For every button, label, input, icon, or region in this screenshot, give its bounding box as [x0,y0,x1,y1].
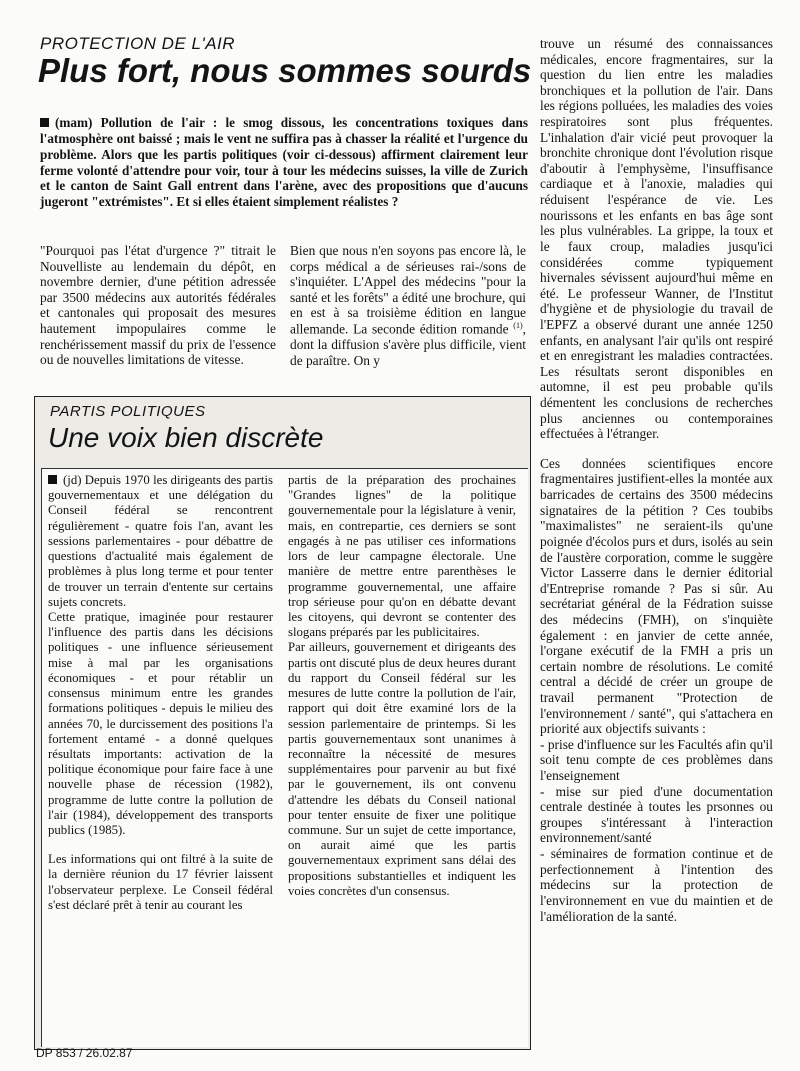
sidebar-column-1 [48,473,273,913]
article-column-1 [40,243,276,368]
square-bullet-icon [48,475,57,484]
sidebar-col2-paragraph-2: Par ailleurs, gouvernement et dirigeants des partis ont discuté plus de deux heures durant du rapport du Conseil fédéral sur les mesures de lutte contre la pollution de l'air, rapport qui doit être examiné lors de la session parlementaire de printemps. Si les partis gouvernementaux sont unanimes à reconnaître la nécessité de mesures supplémentaires pour parvenir au but fixé par le gouvernement, ils ont convenu d'attendre les débats du Conseil national pour tenter ensuite de fixer une politique commune. Sur un sujet de cette importance, on aurait aimé que les partis gouvernementaux expriment sans délai des propositions substantielles et indiquent les voies concrètes d'un consensus. [288,640,516,898]
sidebar-col1-paragraph-3: Les informations qui ont filtré à la suite de la dernière réunion du 17 février laissent l'observateur perplexe. Le Conseil fédéral s'est déclaré prêt à tenir au courant les [48,852,273,912]
article-col3-paragraph-1: trouve un résumé des connaissances médicales, encore fragmentaires, sur la question du lien entre les maladies bronchiques et la pollution de l'air. Dans les régions polluées, les maladies des voies respiratoires sont plus fréquentes. L'inhalation d'air vicié peut provoquer la bronchite chronique dont l'évolution risque d'aboutir à l'emphysème, l'insuffisance cardiaque et à l'anoxie, maladies qui réduisent l'espérance de vie. Les nourissons et les enfants en bas âge sont les plus vulnérables. La grippe, la toux et le faux croup, maladies jusqu'ici considérées comme typiquement hivernales sévissent aujourd'hui même en été. Le professeur Wanner, de l'Institut d'hygiène et de physiologie du travail de l'EPFZ a observé durant une année 1250 enfants, en analysant l'air qu'ils ont respiré et en enregistrant les maladies contractées. Les résultats seront disponibles en automne, il est peu probable qu'ils démentent les conclusions de recherches plus anciennes ou contemporaines effectuées à l'étranger. [540,36,773,442]
sidebar-col1-paragraph-2: Cette pratique, imaginée pour restaurer l'influence des partis dans les décisions politiques - une influence sérieusement mise à mal par les organisations économiques - et pour rétablir un consensus minimum entre les grandes formations politiques - depuis le milieu des années 70, le durcissement des positions l'a fortement entamé - a donné quelques résultats importants: activation de la politique économique pour faire face à une nouvelle phase de récession (1982), programme de lutte contre la pollution de l'air (1984), développement des transports publics (1985). [48,609,273,838]
sidebar-col1-paragraph-1: (jd) Depuis 1970 les dirigeants des partis gouvernementaux et une délégation du Conseil fédéral se rencontrent régulièrement - quatre fois l'an, avant les sessions parlementaires - pour débattre de questions d'actualité mais également de problèmes à plus long terme et pour tenter de trouver un terrain d'entente sur certains sujets concrets. [48,473,273,609]
sidebar-column-2 [288,473,516,899]
sidebar-title: Une voix bien discrète [48,422,324,453]
article-col3-bullet-2: - mise sur pied d'une documentation centrale destinée à toutes les prsonnes ou groupes s'intéressant à l'interaction environnement/santé [540,783,773,846]
sidebar-kicker: PARTIS POLITIQUES [50,403,206,420]
issue-footer: DP 853 / 26.02.87 [36,1046,133,1060]
footnote-marker: (1) [513,321,523,331]
article-col3-bullet-1: - prise d'influence sur les Facultés afin qu'il soit tenu compte de ces problèmes dans l'enseignement [540,736,773,784]
article-lead [40,115,528,210]
article-title: Plus fort, nous sommes sourds [38,52,532,89]
square-bullet-icon [40,118,49,127]
sidebar-col2-paragraph-1: partis de la préparation des prochaines "Grandes lignes" de la politique gouvernementale pour la législature à venir, mais, en contrepartie, ces derniers se sont engagés à ne pas utiliser ces informations lors de leur campagne électorale. Une manière de mettre entre parenthèses le programme gouvernemental, une affaire trop sérieuse pour qu'on en débatte devant les citoyens, qui devront se contenter des slogans préparés par les publicitaires. [288,473,516,640]
article-kicker: PROTECTION DE L'AIR [40,34,236,53]
article-col3-paragraph-2: Ces données scientifiques encore fragmentaires justifient-elles la montée aux barricades de certains des 3500 médecins signataires de la pétition ? Ces toubibs "maximalistes" ne seraient-ils qu'une poignée d'écolos purs et durs, isolés au sein de l'austère corporation, comme le suggère Victor Lasserre dans le dernier éditorial d'Entreprise romande ? Pas si sûr. Au secrétariat général de la Fédration suisse des médecins (FMH), on s'inquiète également : en janvier de cette année, l'organe exécutif de la FMH a pris un certain nombre de résolutions. Le comité central a décidé de créer un groupe de travail permanent "Protection de l'environnement / santé", qui s'attachera en priorité aux objectifs suivants : [540,455,773,737]
lead-text: (mam) Pollution de l'air : le smog dissous, les concentrations toxiques dans l'atmosphère ont baissé ; mais le vent ne suffira pas à chasser la réalité et l'urgence du problème. Alors que les partis politiques (voir ci-dessous) affirment clairement leur ferme volonté d'attendre pour voir, tour à tour les médecins suisses, la ville de Zurich et le canton de Saint Gall entrent dans l'arène, avec des propositions que d'aucuns jugeront "extrémistes". Et si elles étaient simplement réalistes ? [40,115,528,210]
article-column-2 [290,243,526,368]
article-col3-bullet-3: - séminaires de formation continue et de perfectionnement à l'intention des médecins sur la protection de l'environnement en vue du maintien et de l'amélioration de la santé. [540,846,773,924]
article-col1-text: "Pourquoi pas l'état d'urgence ?" titrait le Nouvelliste au lendemain du dépôt, en novembre dernier, d'une pétition adressée par 3500 médecins aux autorités fédérales et cantonales qui proposait des mesures hautement impopulaires comme le renchérissement massif du prix de l'essence ou de nouvelles limitations de vitesse. [40,243,276,368]
article-column-3 [540,36,773,924]
article-col2-text: Bien que nous n'en soyons pas encore là, le corps médical a de sérieuses rai-/sons de s'inquiéter. L'Appel des médecins "pour la santé et les forêts" a édité une brochure, qui en est à sa troisième édition en langue allemande. La seconde édition romande $^{(1)}$, dont la diffusion s'avère plus difficile, vient de paraître. On y [290,243,526,368]
